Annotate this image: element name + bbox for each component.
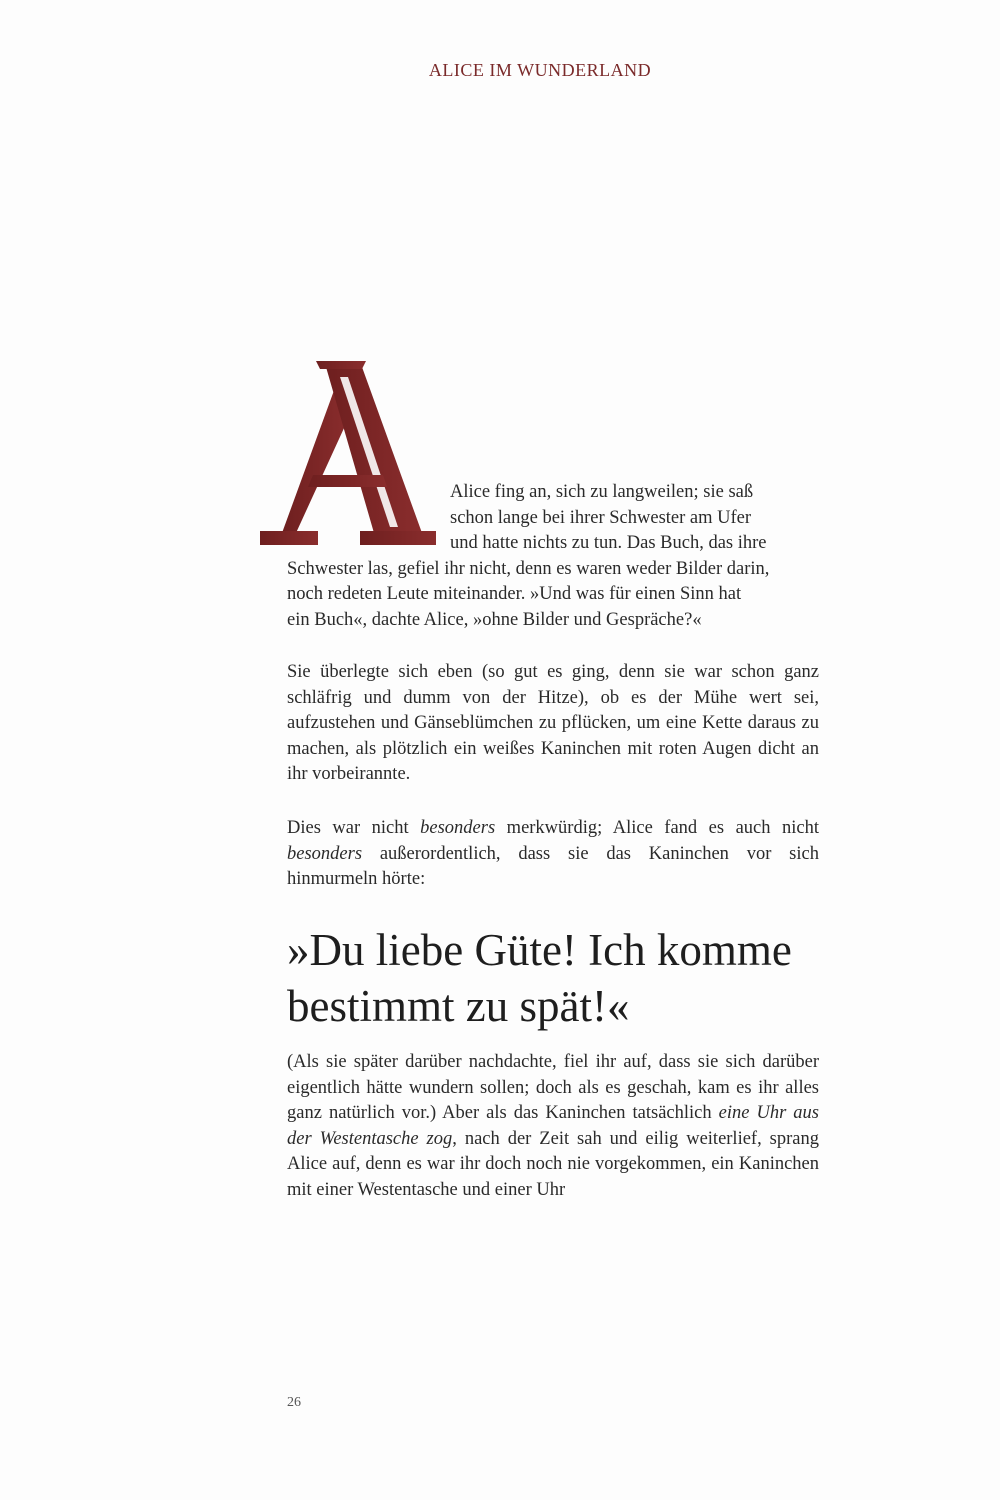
paragraph-two: Sie überlegte sich eben (so gut es ging, denn sie war schon ganz schläfrig und dumm von der Hitze), ob es der Mühe wert sei, aufzustehen und Gänseblümchen zu pflücken, um eine Kette daraus zu machen, als plötzlich ein weißes Kaninchen mit roten Augen dicht an ihr vorbeirannte.	[287, 662, 819, 784]
text-span: (Als sie später darüber nachdachte, fiel ihr auf, dass sie sich darüber eigentlich hätte wundern sollen; doch als es geschah, kam es ihr alles ganz natürlich vor.) Aber als das Kaninchen tatsächlich	[287, 1052, 819, 1123]
text-span: merkwürdig; Alice fand es auch nicht	[495, 818, 819, 838]
emphasis: besonders	[420, 818, 496, 838]
running-head: ALICE IM WUNDERLAND	[428, 60, 652, 80]
paragraph-opening	[287, 480, 819, 633]
text-line: schon lange bei ihrer Schwester am Ufer	[450, 507, 752, 528]
paragraph-four	[287, 1050, 819, 1203]
text-span: , nach der Zeit sah und eilig weiterlief, sprang Alice auf, denn es war ihr doch noch nie vorgekommen, ein Kaninchen mit einer Westentasche und einer Uhr	[287, 1128, 819, 1200]
text-line: Schwester las, gefiel ihr nicht, denn es waren weder Bilder darin,	[287, 558, 770, 579]
text-line: ein Buch«, dachte Alice, »ohne Bilder und Gespräche?«	[287, 609, 702, 630]
pull-quote: »Du liebe Güte! Ich komme bestimmt zu spät!«	[287, 925, 792, 1031]
paragraph-three	[287, 816, 819, 893]
text-line: und hatte nichts zu tun. Das Buch, das ihre	[450, 533, 767, 553]
text-span: außerordentlich, dass sie das Kaninchen vor sich hinmurmeln hörte:	[287, 843, 819, 889]
text-line: Alice fing an, sich zu langweilen; sie saß	[450, 482, 754, 502]
emphasis: besonders	[287, 843, 363, 864]
text-line: noch redeten Leute miteinander. »Und was für einen Sinn hat	[287, 584, 742, 604]
emphasis: eine Uhr aus der Westentasche zog	[287, 1103, 819, 1149]
page-number: 26	[287, 1395, 301, 1410]
text-span: Dies war nicht	[287, 818, 421, 838]
